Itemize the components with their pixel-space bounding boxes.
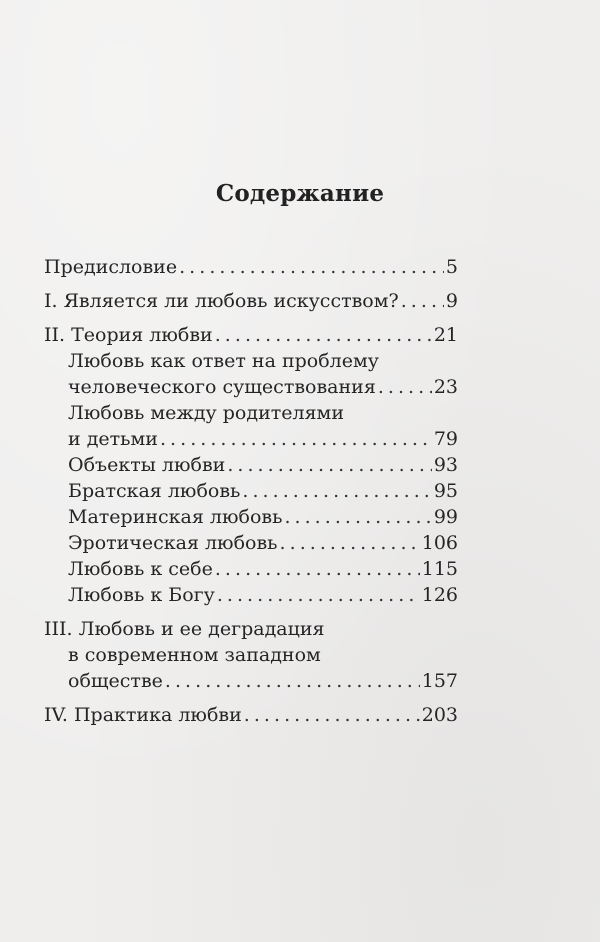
toc-page-number: 115 bbox=[421, 558, 458, 580]
toc-entry-label: Объекты любви bbox=[68, 454, 226, 476]
toc-page-number: 9 bbox=[445, 290, 458, 312]
toc-page-number: 99 bbox=[433, 506, 458, 528]
dot-leader bbox=[215, 556, 420, 582]
toc-entry-label: Предисловие bbox=[44, 256, 178, 278]
toc-page-number: 157 bbox=[421, 670, 458, 692]
toc-entry-label-line-1: Любовь между родителями bbox=[68, 402, 344, 424]
toc-entry-section-2-4 bbox=[44, 478, 458, 504]
toc-entry-section-2-2 bbox=[44, 400, 458, 452]
toc-entry-label: Любовь к Богу bbox=[68, 584, 215, 606]
table-of-contents bbox=[44, 254, 458, 728]
dot-leader bbox=[280, 530, 420, 556]
toc-entry-label: I. Является ли любовь искусством? bbox=[44, 290, 399, 312]
toc-entry-preface bbox=[44, 254, 458, 280]
toc-entry-label-line-1: Любовь как ответ на проблему bbox=[68, 350, 379, 372]
dot-leader bbox=[217, 582, 420, 608]
toc-entry-label: II. Теория любви bbox=[44, 324, 213, 346]
toc-entry-section-2-7 bbox=[44, 556, 458, 582]
dot-leader bbox=[242, 478, 431, 504]
toc-entry-label: IV. Практика любви bbox=[44, 704, 242, 726]
dot-leader bbox=[179, 254, 444, 280]
dot-leader bbox=[244, 702, 420, 728]
toc-entry-label-line-2: в современном западном bbox=[68, 644, 321, 666]
toc-entry-chapter-3 bbox=[44, 616, 458, 694]
toc-page-number: 95 bbox=[433, 480, 458, 502]
dot-leader bbox=[401, 288, 444, 314]
dot-leader bbox=[227, 452, 432, 478]
toc-entry-label-line-2: и детьми bbox=[68, 428, 158, 450]
toc-entry-section-2-1 bbox=[44, 348, 458, 400]
toc-entry-label-line-2: человеческого существования bbox=[68, 376, 376, 398]
toc-entry-label-line-3: обществе bbox=[68, 670, 163, 692]
toc-entry-label-line-1: III. Любовь и ее деградация bbox=[44, 618, 325, 640]
toc-page-number: 23 bbox=[433, 376, 458, 398]
toc-entry-label: Братская любовь bbox=[68, 480, 241, 502]
toc-entry-section-2-8 bbox=[44, 582, 458, 608]
toc-entry-label: Любовь к себе bbox=[68, 558, 213, 580]
dot-leader bbox=[165, 668, 420, 694]
toc-page-number: 93 bbox=[433, 454, 458, 476]
toc-entry-label: Эротическая любовь bbox=[68, 532, 278, 554]
toc-entry-chapter-2 bbox=[44, 322, 458, 348]
toc-entry-label: Материнская любовь bbox=[68, 506, 283, 528]
toc-page-number: 21 bbox=[433, 324, 458, 346]
toc-page-number: 203 bbox=[421, 704, 458, 726]
dot-leader bbox=[378, 374, 432, 400]
toc-page-number: 5 bbox=[445, 256, 458, 278]
toc-page-number: 79 bbox=[433, 428, 458, 450]
dot-leader bbox=[160, 426, 432, 452]
toc-entry-chapter-1 bbox=[44, 288, 458, 314]
dot-leader bbox=[215, 322, 432, 348]
toc-page-number: 106 bbox=[421, 532, 458, 554]
toc-entry-section-2-6 bbox=[44, 530, 458, 556]
toc-entry-section-2-3 bbox=[44, 452, 458, 478]
dot-leader bbox=[284, 504, 431, 530]
toc-page-number: 126 bbox=[421, 584, 458, 606]
toc-entry-chapter-4 bbox=[44, 702, 458, 728]
toc-entry-section-2-5 bbox=[44, 504, 458, 530]
page-title: Содержание bbox=[215, 180, 385, 207]
